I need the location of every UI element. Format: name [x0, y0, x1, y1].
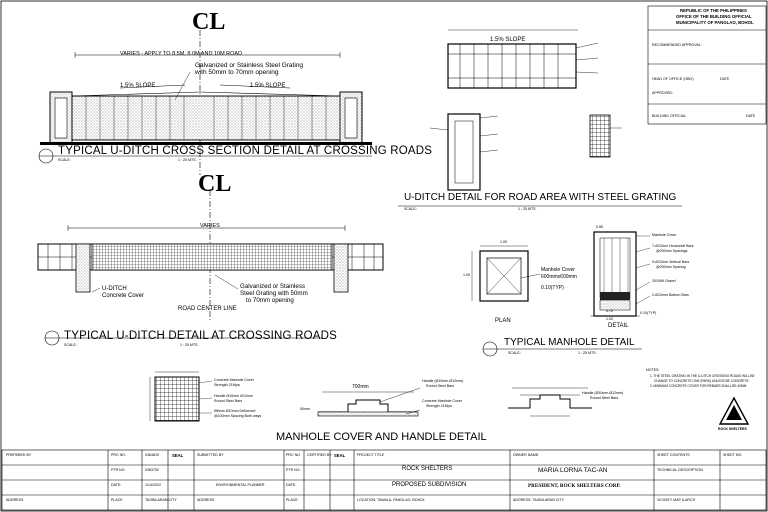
right-handle-1: Handle (Ø10mm Ø12mm): [582, 391, 624, 395]
manhole-bar-4: @200mm Spacing: [656, 265, 686, 269]
sheet-no-label: SHEET NO.: [723, 453, 743, 457]
seal-label: SEAL: [172, 453, 184, 458]
place-label-2: PLACE: [286, 498, 298, 502]
manhole-bar-2: @200mm Spacings: [656, 249, 688, 253]
centerline-mark-top: CL: [192, 9, 226, 35]
manhole-dim-070: 0.70: [606, 309, 613, 313]
place-value: TAGBILARAN CITY: [145, 498, 177, 502]
manhole-cover-2: 600mmx600mm: [541, 274, 577, 280]
cover-plan-note-3: Round Steel Bars: [214, 399, 243, 403]
manhole-bar-5: 20/30M Gravel: [652, 279, 676, 283]
manhole-dim-side: 1.00: [463, 273, 470, 277]
ditch-grating-note-3: to 70mm opening: [246, 297, 294, 304]
manhole-bar-3: 9-Ø12mm Vertical Bars: [652, 260, 690, 264]
owner-label: OWNER NAME:: [513, 453, 540, 457]
approval-header-1: REPUBLIC OF THE PHILIPPINES: [680, 8, 747, 13]
cover-concrete-1: Concrete Manhole Cover: [422, 399, 462, 403]
project-name-2: PROPOSED SUBDIVISION: [392, 482, 467, 488]
manhole-cover-1: Manhole Cover: [541, 267, 575, 273]
right-handle-2: Round Steel Bars: [590, 396, 619, 400]
date-label: DATE:: [111, 483, 122, 487]
ditch-crossing-title: TYPICAL U-DITCH DETAIL AT CROSSING ROADS: [64, 330, 337, 342]
sheet-contents-2: VICINITY MAP & ARCH: [657, 498, 696, 502]
cover-handle-1: Handle (Ø10mm Ø12mm): [422, 379, 464, 383]
cover-concrete-2: Strength 21Mpa: [426, 404, 452, 408]
road-scale-value: 1 : 25 MTS.: [518, 207, 537, 211]
owner-company: PRESIDENT, ROCK SHELTERS CORP.: [528, 483, 621, 489]
submitter-address-label: ADDRESS: [197, 498, 215, 502]
prc-no-label: PRC NO.: [111, 453, 126, 457]
ditch-grating-note-2: Steel Grating with 50mm: [240, 290, 308, 297]
notes-line-2: 2. MINIMUM CONCRETE COVER FOR REBARS SHALL BE 40MM.: [650, 384, 748, 388]
cross-scale-label: SCALE:: [58, 158, 71, 162]
owner-name: MARIA LORNA TAC-AN: [538, 467, 608, 474]
ditch-cover-label-1: U-DITCH: [102, 286, 127, 292]
sheet-contents-1: TECHNICAL DESCRIPTION: [657, 468, 703, 472]
date-label-2: DATE:: [286, 483, 297, 487]
address-label: ADDRESS: [6, 498, 24, 502]
plan-label: PLAN: [495, 318, 511, 324]
cross-scale-value: 1 : 25 MTS.: [178, 158, 197, 162]
project-title-label: PROJECT TITLE: [357, 453, 385, 457]
cover-plan-note-5: @100mm Spacing Both ways: [214, 414, 262, 418]
cover-plan-note-1: Strength 21Mpa: [214, 383, 240, 387]
road-area-drawing: [398, 30, 682, 206]
manhole-bar-0: Manhole Cover: [652, 233, 677, 237]
approval-date-1: DATE: [720, 77, 730, 81]
notes-line-0: 1. THE STEEL GRATING IN THE U-DITCH CROSSING ROADS WILL BE: [650, 374, 755, 378]
ditch-scale-value: 1 : 25 MTS.: [180, 343, 199, 347]
approved-label: APPROVED:: [652, 91, 673, 95]
manhole-typ: 0.10(TYP): [541, 285, 564, 291]
prc-no-label-2: PRC NO.: [286, 453, 301, 457]
cover-plan-note-0: Concrete Manhole Cover: [214, 378, 254, 382]
approval-header-3: MUNICIPALITY OF PANGLAO, BOHOL: [676, 20, 754, 25]
road-scale-label: SCALE:: [404, 207, 417, 211]
head-office-label: HEAD OF OFFICE (OBO): [652, 77, 694, 81]
ptr-value: 0363752: [145, 468, 159, 472]
notes-line-1: CHANGE TO CONCRETE LINE (PARK) UNLESS BE CONCRETE.: [654, 379, 750, 383]
approval-header-2: OFFICE OF THE BUILDING OFFICIAL: [676, 14, 752, 19]
ditch-grating-note-1: Galvanized or Stainless: [240, 283, 306, 290]
varies-note: VARIES - APPLY TO 8.5M, 8.0M AND 10M ROAD: [120, 51, 243, 57]
cover-handle-title: MANHOLE COVER AND HANDLE DETAIL: [276, 431, 487, 443]
slope-right: 1.5% SLOPE: [250, 83, 286, 89]
approval-date-2: DATE: [746, 114, 756, 118]
cover-dim-700: 700mm: [352, 384, 369, 390]
road-center-label: ROAD CENTER LINE: [178, 306, 237, 312]
manhole-scale-label: SCALE:: [508, 351, 521, 355]
building-official-label: BUILDING OFFICIAL: [652, 114, 687, 118]
manhole-dim-100b: 1.00: [606, 317, 613, 321]
cert-label: CERTIFIED BY: [307, 453, 332, 457]
manhole-title: TYPICAL MANHOLE DETAIL: [504, 337, 635, 348]
cover-plan-note-2: Handle Ø10mm Ø12mm: [214, 394, 253, 398]
prc-value: 0364819: [145, 453, 159, 457]
cover-dim-50: 50mm: [300, 407, 310, 411]
seal-label-2: SEAL: [334, 453, 346, 458]
manhole-bar-1: 7-Ø12mm Horizontal Bars: [652, 244, 694, 248]
ditch-cover-label-2: Concrete Cover: [102, 293, 145, 299]
cover-handle-2: Round Steel Bars: [426, 384, 455, 388]
road-slope: 1.5% SLOPE: [490, 37, 526, 43]
road-area-title: U-DITCH DETAIL FOR ROAD AREA WITH STEEL GRATING: [404, 192, 677, 203]
submitted-by-label: SUBMITTED BY: [197, 453, 224, 457]
owner-address: ADDRESS: TAGBILARAN CITY: [513, 498, 564, 502]
ptr-no-label: PTR NO.: [111, 468, 126, 472]
location-label: LOCATION: TAWALA, PANGLAO, BOHOL: [357, 498, 425, 502]
env-planner-label: ENVIRONMENTAL PLANNER: [216, 483, 265, 487]
project-name-1: ROCK SHELTERS: [402, 466, 453, 472]
sheet-contents-label: SHEET CONTENTS: [657, 453, 690, 457]
manhole-scale-value: 1 : 25 MTS.: [578, 351, 597, 355]
slope-left: 1.5% SLOPE: [120, 83, 156, 89]
notes-title: NOTES:: [646, 368, 660, 372]
cross-grating-note-1: Galvanized or Stainless Steel Grating: [195, 62, 304, 69]
cross-grating-note-2: with 50mm to 70mm opening: [195, 69, 279, 76]
company-logo: [720, 398, 748, 424]
ditch-crossing-drawing: [38, 190, 383, 345]
cover-plan-note-4: Ø6mm Ø10mm Deformed: [214, 409, 256, 413]
manhole-typ2: 0.10(TYP): [640, 311, 657, 315]
varies-label: VARIES: [200, 223, 220, 229]
ditch-scale-label: SCALE:: [64, 343, 77, 347]
date-value: 1/14/2022: [145, 483, 161, 487]
centerline-mark-middle: CL: [198, 171, 232, 197]
place-label: PLACE: [111, 498, 123, 502]
logo-text: ROCK SHELTERS: [718, 427, 747, 431]
cross-section-title: TYPICAL U-DITCH CROSS SECTION DETAIL AT CROSSING ROADS: [58, 145, 433, 157]
prepared-by-label: PREPARED BY: [6, 453, 32, 457]
manhole-dim-top: 1.00: [500, 240, 507, 244]
ptr-no-label-2: PTR NO.: [286, 468, 301, 472]
recommend-label: RECOMMENDED APPROVAL:: [652, 43, 702, 47]
detail-label: DETAIL: [608, 323, 629, 329]
manhole-bar-6: 2-Ø12mm Bottom Bars: [652, 293, 689, 297]
manhole-dim-085: 0.85: [596, 225, 603, 229]
